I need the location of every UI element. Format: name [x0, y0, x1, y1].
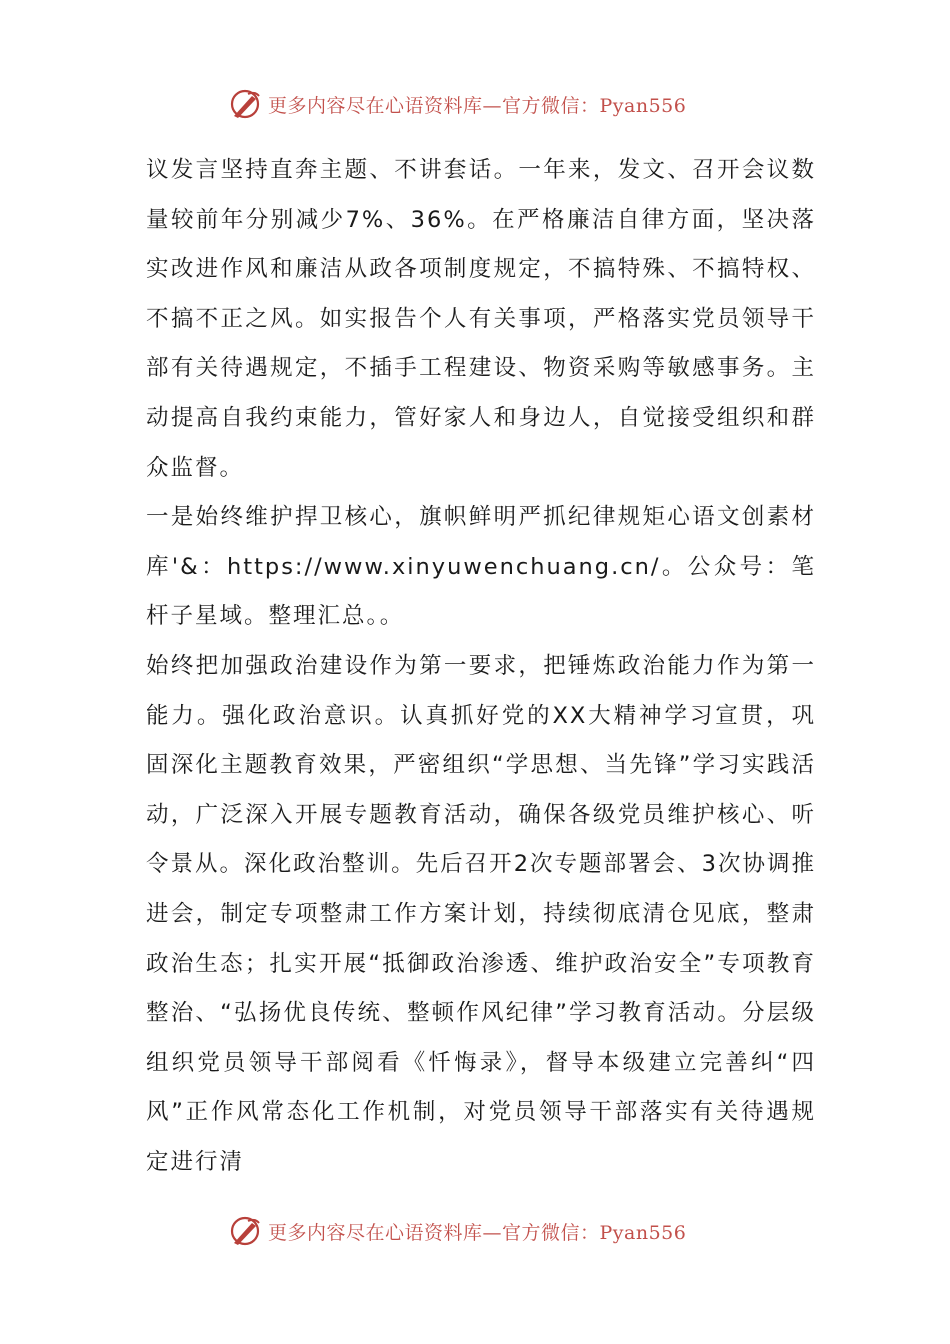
paragraph: 议发言坚持直奔主题、不讲套话。一年来，发文、召开会议数量较前年分别减少7%、36%。在严格廉洁自律方面，坚决落实改进作风和廉洁从政各项制度规定，不搞特殊、不搞特权、不搞不正之风。如实报告个人有关事项，严格落实党员领导干部有关待遇规定，不插手工程建设、物资采购等敏感事务。主动提高自我约束能力，管好家人和身边人，自觉接受组织和群众监督。 — [146, 157, 816, 481]
pen-logo-icon — [228, 87, 262, 121]
footer-banner — [228, 1211, 686, 1251]
header-banner — [228, 84, 686, 124]
footer-text: 更多内容尽在心语资料库—官方微信：Pyan556 — [268, 1221, 687, 1244]
paragraph: 一是始终维护捍卫核心，旗帜鲜明严抓纪律规矩心语文创素材库'&：https://www.xinyuwenchuang.cn/。公众号：笔杆子星域。整理汇总。。 — [146, 504, 816, 630]
pen-logo-icon — [228, 1214, 262, 1248]
header-text: 更多内容尽在心语资料库—官方微信：Pyan556 — [268, 94, 687, 117]
document-body — [146, 146, 816, 1187]
paragraph: 始终把加强政治建设作为第一要求，把锤炼政治能力作为第一能力。强化政治意识。认真抓好党的XX大精神学习宣贯，巩固深化主题教育效果，严密组织“学思想、当先锋”学习实践活动，广泛深入开展专题教育活动，确保各级党员维护核心、听令景从。深化政治整训。先后召开2次专题部署会、3次协调推进会，制定专项整肃工作方案计划，持续彻底清仓见底，整肃政治生态；扎实开展“抵御政治渗透、维护政治安全”专项教育整治、“弘扬优良传统、整顿作风纪律”学习教育活动。分层级组织党员领导干部阅看《忏悔录》，督导本级建立完善纠“四风”正作风常态化工作机制，对党员领导干部落实有关待遇规定进行清 — [146, 652, 816, 1175]
